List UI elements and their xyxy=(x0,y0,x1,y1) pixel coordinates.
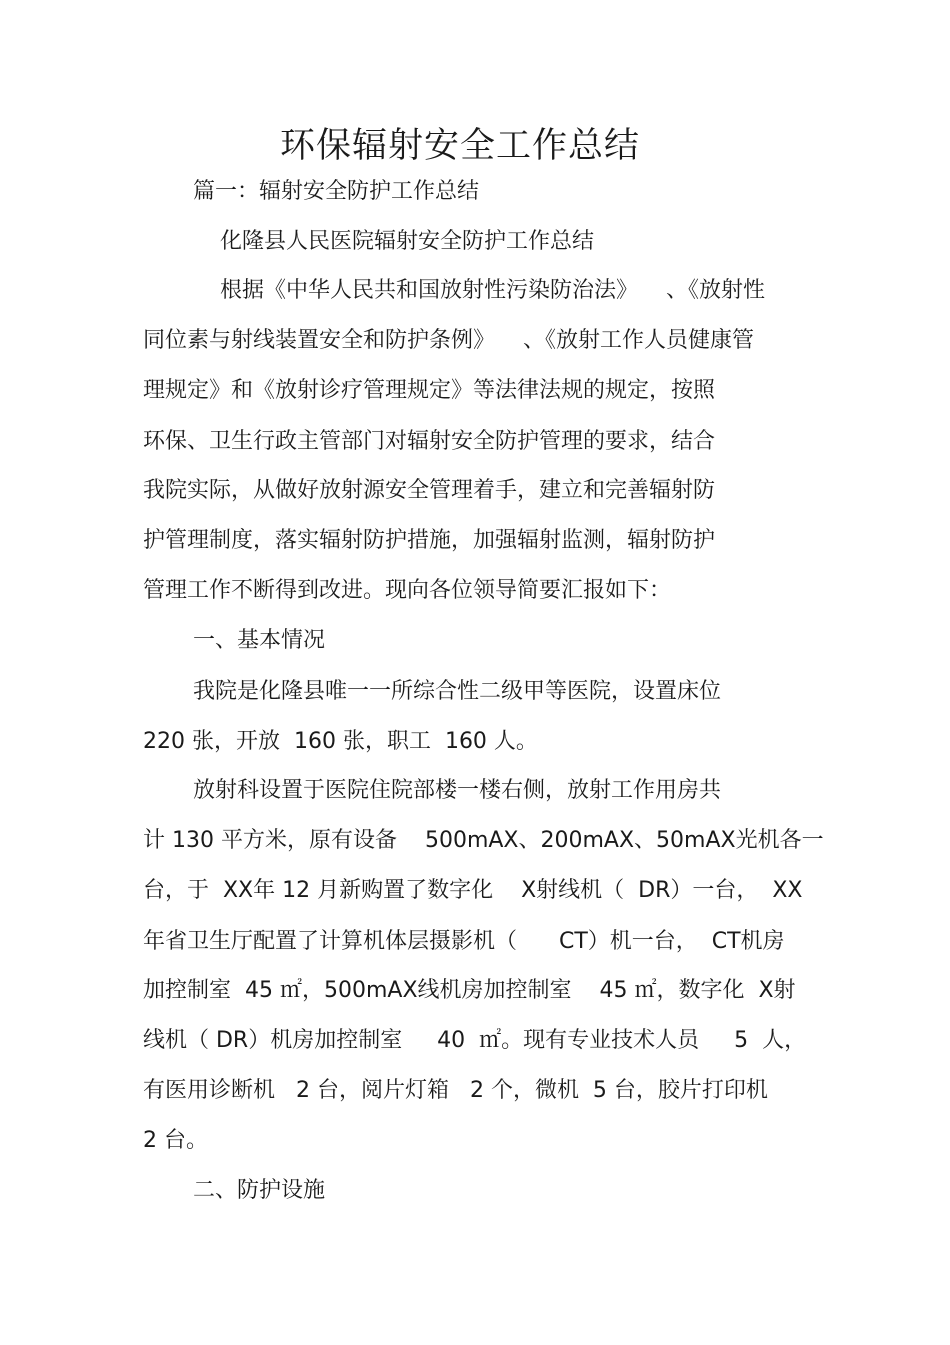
paragraph-line: 我院实际，从做好放射源安全管理着手，建立和完善辐射防 xyxy=(143,478,716,503)
paragraph-line: 管理工作不断得到改进。现向各位领导简要汇报如下： xyxy=(143,578,672,603)
paragraph-line: 根据《中华人民共和国放射性污染防治法》 、《放射性 xyxy=(220,278,765,303)
paragraph-line: 护管理制度，落实辐射防护措施，加强辐射监测，辐射防护 xyxy=(143,528,716,553)
paragraph-line: 我院是化隆县唯一一所综合性二级甲等医院，设置床位 xyxy=(193,679,722,704)
paragraph-line: 计 130 平方米，原有设备 500mAX、200mAX、50mAX光机各一 xyxy=(143,828,824,853)
paragraph-line: 2 台。 xyxy=(143,1128,208,1153)
paragraph-line: 有医用诊断机 2 台，阅片灯箱 2 个，微机 5 台，胶片打印机 xyxy=(143,1078,768,1103)
section-heading-basic: 一、基本情况 xyxy=(193,628,326,653)
document-title: 环保辐射安全工作总结 xyxy=(279,126,640,166)
paragraph-line: 同位素与射线装置安全和防护条例》 、《放射工作人员健康管 xyxy=(143,328,754,353)
paragraph-line: 台，于 XX年 12 月新购置了数字化 X射线机（ DR）一台， XX xyxy=(143,878,803,903)
paragraph-line: 年省卫生厅配置了计算机体层摄影机（ CT）机一台， CT机房 xyxy=(143,929,785,954)
paragraph-line: 加控制室 45 ㎡，500mAX线机房加控制室 45 ㎡，数字化 X射 xyxy=(143,978,796,1003)
paragraph-line: 线机（ DR）机房加控制室 40 ㎡。现有专业技术人员 5 人， xyxy=(143,1028,807,1053)
subtitle: 篇一：辐射安全防护工作总结 xyxy=(193,179,480,204)
paragraph-line: 220 张，开放 160 张，职工 160 人。 xyxy=(143,729,538,754)
paragraph-line: 环保、卫生行政主管部门对辐射安全防护管理的要求，结合 xyxy=(143,429,716,454)
section-heading-protection: 二、防护设施 xyxy=(193,1178,326,1203)
report-title: 化隆县人民医院辐射安全防护工作总结 xyxy=(220,229,595,254)
paragraph-line: 放射科设置于医院住院部楼一楼右侧，放射工作用房共 xyxy=(193,778,722,803)
paragraph-line: 理规定》和《放射诊疗管理规定》等法律法规的规定，按照 xyxy=(143,378,716,403)
